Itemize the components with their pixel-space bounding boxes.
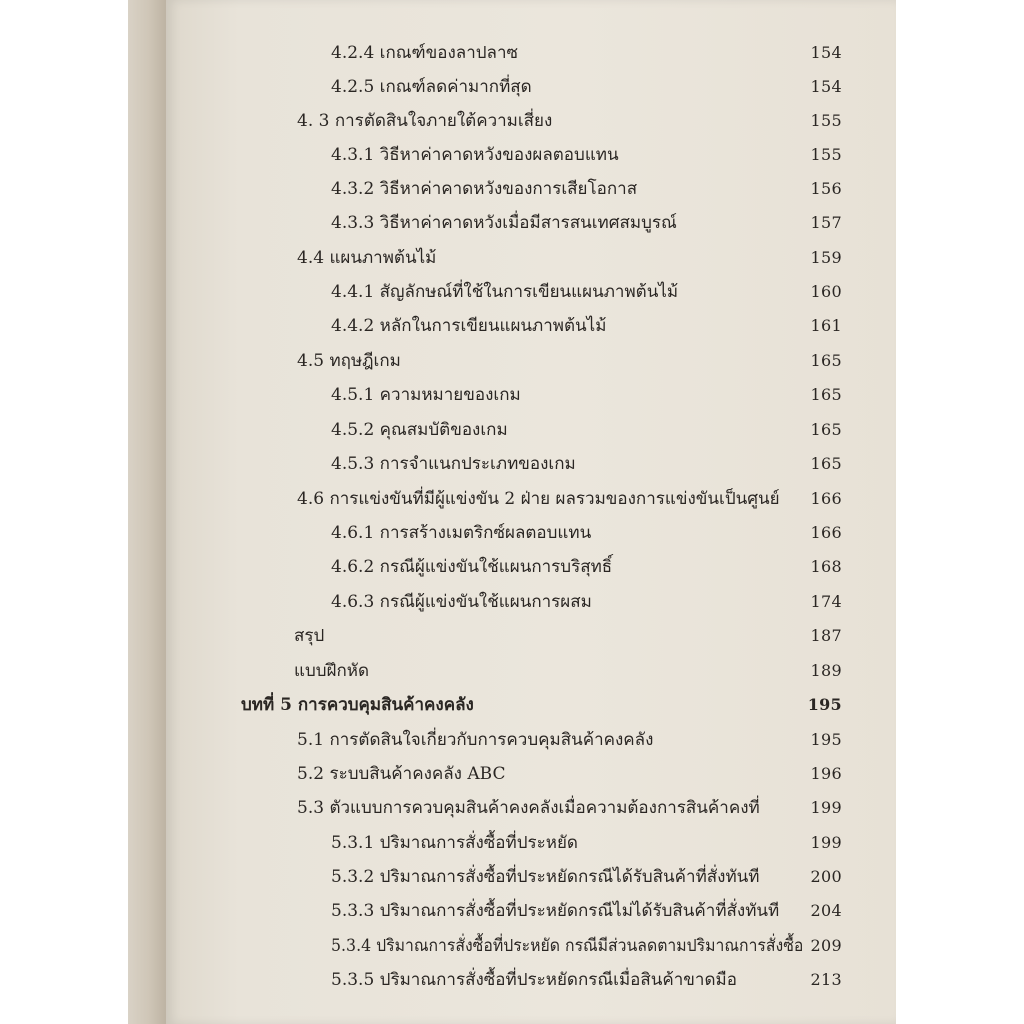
toc-entry-title: 4.6 การแข่งขันที่มีผู้แข่งขัน 2 ฝ่าย ผลรวมของการแข่งขันเป็นศูนย์ [297,489,780,509]
toc-entry-title: 5.3.5 ปริมาณการสั่งซื้อที่ประหยัดกรณีเมื่อสินค้าขาดมือ [331,970,737,990]
toc-entry-page: 160 [810,282,842,301]
toc-entry-title: 4.2.5 เกณฑ์ลดค่ามากที่สุด [331,77,532,97]
toc-entry-page: 166 [810,523,842,542]
toc-entry [0,484,1024,514]
toc-entry-page: 199 [810,833,842,852]
toc-entry-page: 165 [810,454,842,473]
toc-entry [0,656,1024,686]
toc-entry-page: 165 [810,351,842,370]
toc-entry-title: 4.5.3 การจำแนกประเภทของเกม [331,454,576,474]
toc-entry-page: 165 [810,420,842,439]
toc-entry-page: 157 [810,213,842,232]
toc-entry-page: 155 [810,145,842,164]
toc-entry-page: 195 [810,730,842,749]
toc-entry-page: 161 [810,316,842,335]
toc-entry-title: 5.3.4 ปริมาณการสั่งซื้อที่ประหยัด กรณีมีส่วนลดตามปริมาณการสั่งซื้อ [331,936,804,956]
toc-entry-page: 156 [810,179,842,198]
toc-entry-page: 165 [810,385,842,404]
toc-entry-title: 4.3.2 วิธีหาค่าคาดหวังของการเสียโอกาส [331,179,638,199]
toc-entry-title: บทที่ 5 การควบคุมสินค้าคงคลัง [241,695,474,715]
toc-entry [0,277,1024,307]
toc-entry-title: 4.4 แผนภาพต้นไม้ [297,248,437,268]
toc-entry [0,896,1024,926]
toc-entry-title: 4.6.2 กรณีผู้แข่งขันใช้แผนการบริสุทธิ์ [331,557,613,577]
toc-entry-page: 213 [810,970,842,989]
toc-entry-page: 155 [810,111,842,130]
toc-entry-page: 154 [810,77,842,96]
toc-entry [0,793,1024,823]
toc-entry-title: 4.5.1 ความหมายของเกม [331,385,521,405]
toc-entry-page: 168 [810,557,842,576]
toc-entry [0,725,1024,755]
toc-entry-page: 195 [807,695,842,714]
toc-entry-page: 166 [810,489,842,508]
toc-entry [0,380,1024,410]
toc-entry-page: 204 [810,901,842,920]
toc-entry [0,140,1024,170]
toc-entry-title: 5.3.1 ปริมาณการสั่งซื้อที่ประหยัด [331,833,578,853]
toc-entry-title: 5.1 การตัดสินใจเกี่ยวกับการควบคุมสินค้าคงคลัง [297,730,654,750]
toc-entry-title: 4.4.2 หลักในการเขียนแผนภาพต้นไม้ [331,316,607,336]
toc-entry-title: 5.2 ระบบสินค้าคงคลัง ABC [297,764,506,784]
toc-entry [0,862,1024,892]
toc-entry-title: 4.4.1 สัญลักษณ์ที่ใช้ในการเขียนแผนภาพต้นไม้ [331,282,679,302]
toc-entry [0,106,1024,136]
toc-entry-page: 200 [810,867,842,886]
toc-entry [0,415,1024,445]
toc-entry-title: 4.6.3 กรณีผู้แข่งขันใช้แผนการผสม [331,592,592,612]
toc-entry-page: 154 [810,43,842,62]
toc-entry [0,552,1024,582]
toc-entry [0,587,1024,617]
toc-entry-title: 4. 3 การตัดสินใจภายใต้ความเสี่ยง [297,111,553,131]
toc-entry [0,621,1024,651]
toc-entry-page: 196 [810,764,842,783]
toc-entry-title: 5.3.3 ปริมาณการสั่งซื้อที่ประหยัดกรณีไม่ได้รับสินค้าที่สั่งทันที [331,901,780,921]
toc-entry [0,72,1024,102]
toc-entry-title: สรุป [294,626,325,646]
toc-entry [0,311,1024,341]
toc-entry-title: 4.3.1 วิธีหาค่าคาดหวังของผลตอบแทน [331,145,619,165]
toc-entry-title: 5.3 ตัวแบบการควบคุมสินค้าคงคลังเมื่อความต้องการสินค้าคงที่ [297,798,760,818]
toc-entry-page: 174 [810,592,842,611]
toc-entry-title: 4.2.4 เกณฑ์ของลาปลาซ [331,43,519,63]
toc-entry [0,931,1024,961]
toc-entry-title: 4.3.3 วิธีหาค่าคาดหวังเมื่อมีสารสนเทศสมบูรณ์ [331,213,677,233]
toc-entry [0,346,1024,376]
toc-entry-page: 189 [810,661,842,680]
toc-entry-page: 199 [810,798,842,817]
toc-entry [0,965,1024,995]
toc-entry-page: 187 [810,626,842,645]
toc-entry-title: 5.3.2 ปริมาณการสั่งซื้อที่ประหยัดกรณีได้รับสินค้าที่สั่งทันที [331,867,760,887]
toc-entry-title: 4.6.1 การสร้างเมตริกซ์ผลตอบแทน [331,523,592,543]
toc-chapter-heading [0,690,1024,720]
toc-entry-title: 4.5 ทฤษฎีเกม [297,351,401,371]
toc-entry [0,243,1024,273]
toc-entry-page: 209 [810,936,842,955]
toc-entry [0,208,1024,238]
toc-entry-page: 159 [810,248,842,267]
toc-entry [0,759,1024,789]
toc-entry-title: แบบฝึกหัด [294,661,370,681]
toc-entry [0,518,1024,548]
toc-entry [0,174,1024,204]
toc-entry [0,38,1024,68]
toc-entry [0,828,1024,858]
toc-entry-title: 4.5.2 คุณสมบัติของเกม [331,420,508,440]
toc-entry [0,449,1024,479]
